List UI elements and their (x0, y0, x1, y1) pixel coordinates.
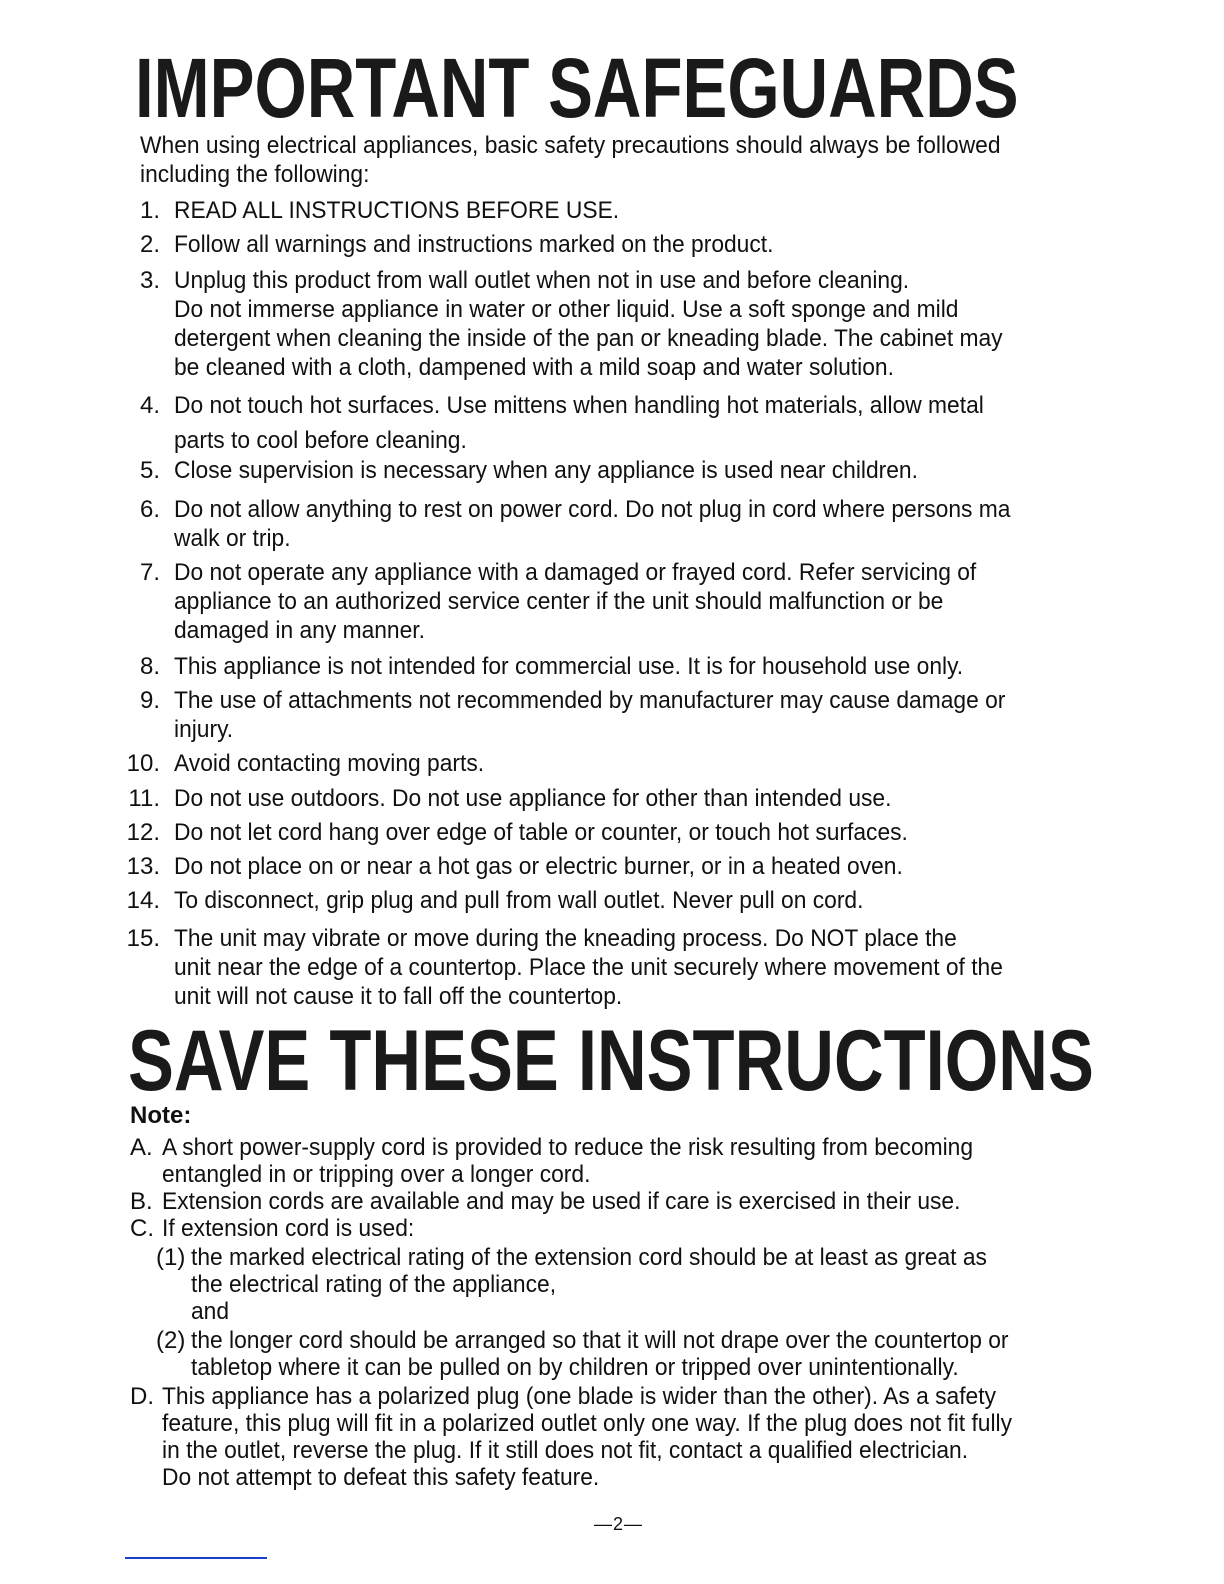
item-number: 2. (139, 231, 160, 258)
item-number: 1. (139, 197, 160, 224)
item-number: 9. (139, 687, 160, 714)
item-text: Unplug this product from wall outlet when not in use and before cleaning. Do not immerse appliance in water or other liquid. Use a soft sponge and mild detergent when cleaning the inside of the pan or kneading blade. The cabinet may be cleaned with a cloth, dampened with a mild soap and water solution. (174, 267, 1003, 381)
item-text: READ ALL INSTRUCTIONS BEFORE USE. (174, 197, 620, 224)
note-label: C. (130, 1215, 154, 1242)
note-text: Extension cords are available and may be used if care is exercised in their use. (162, 1188, 961, 1215)
item-number: 11. (128, 785, 160, 812)
item-number: 8. (139, 653, 160, 680)
note-label: (2) (156, 1327, 186, 1354)
item-text: Do not operate any appliance with a damaged or frayed cord. Refer servicing of appliance to an authorized service center if the unit should malfunction or be damaged in any manner. (174, 559, 977, 644)
item-number: 15. (126, 925, 160, 952)
note-text: A short power-supply cord is provided to reduce the risk resulting from becoming entangled in or tripping over a longer cord. (162, 1134, 974, 1188)
item-text: Do not let cord hang over edge of table or counter, or touch hot surfaces. (174, 819, 908, 846)
intro-paragraph: When using electrical appliances, basic safety precautions should always be followed including the following: (140, 132, 1001, 188)
item-number: 5. (139, 457, 160, 484)
item-number: 14. (126, 887, 160, 914)
item-number: 4. (139, 392, 160, 419)
item-number: 6. (139, 496, 160, 523)
item-text: Close supervision is necessary when any appliance is used near children. (174, 457, 918, 484)
note-label: (1) (156, 1244, 186, 1271)
page-number: —2— (594, 1514, 644, 1534)
note-label: B. (130, 1188, 153, 1215)
item-text: Do not allow anything to rest on power cord. Do not plug in cord where persons ma walk or trip. (174, 496, 1011, 552)
note-text: the marked electrical rating of the extension cord should be at least as great as the electrical rating of the appliance, and (191, 1244, 987, 1325)
item-number: 7. (139, 559, 160, 586)
item-number: 13. (126, 853, 160, 880)
item-text: Avoid contacting moving parts. (174, 750, 485, 777)
item-text: Do not place on or near a hot gas or electric burner, or in a heated oven. (174, 853, 903, 880)
item-text: The unit may vibrate or move during the kneading process. Do NOT place the unit near the edge of a countertop. Place the unit securely where movement of the unit will not cause it to fall off the countertop. (174, 925, 1003, 1010)
note-label: A. (130, 1134, 153, 1161)
item-text: Do not touch hot surfaces. Use mittens when handling hot materials, allow metal parts to cool before cleaning. (174, 392, 984, 454)
item-text: The use of attachments not recommended by manufacturer may cause damage or injury. (174, 687, 1006, 743)
note-label: D. (130, 1383, 154, 1410)
item-number: 10. (126, 750, 160, 777)
item-number: 12. (126, 819, 160, 846)
scan-edge-line (125, 1557, 267, 1559)
item-text: To disconnect, grip plug and pull from wall outlet. Never pull on cord. (174, 887, 864, 914)
save-instructions-heading: SAVE THESE INSTRUCTIONS (128, 1013, 1094, 1109)
item-number: 3. (139, 267, 160, 294)
page-title: IMPORTANT SAFEGUARDS (135, 41, 1019, 135)
note-text: This appliance has a polarized plug (one blade is wider than the other). As a safety feature, this plug will fit in a polarized outlet only one way. If the plug does not fit fully in the outlet, reverse the plug. If it still does not fit, contact a qualified electrician. Do not attempt to defeat this safety feature. (162, 1383, 1012, 1491)
note-heading: Note: (130, 1102, 192, 1129)
item-text: Do not use outdoors. Do not use appliance for other than intended use. (174, 785, 892, 812)
item-text: Follow all warnings and instructions marked on the product. (174, 231, 774, 258)
note-text: the longer cord should be arranged so that it will not drape over the countertop or tabletop where it can be pulled on by children or tripped over unintentionally. (191, 1327, 1009, 1381)
note-text: If extension cord is used: (162, 1215, 415, 1242)
item-text: This appliance is not intended for commercial use. It is for household use only. (174, 653, 964, 680)
